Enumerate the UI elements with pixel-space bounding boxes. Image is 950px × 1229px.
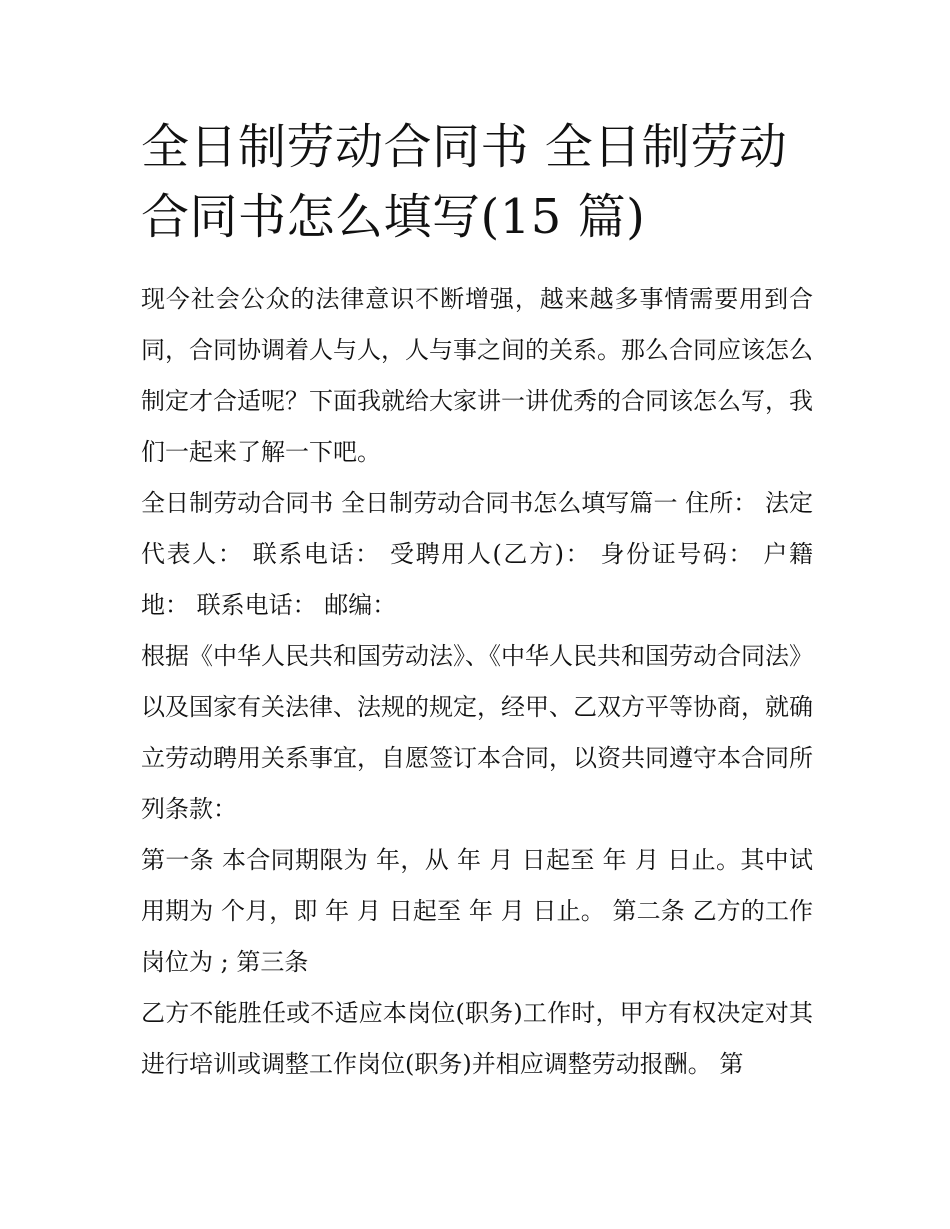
paragraph-parties: 全日制劳动合同书 全日制劳动合同书怎么填写篇一 住所： 法定代表人： 联系电话： 受聘用人(乙方)： 身份证号码： 户籍地： 联系电话： 邮编： [141, 489, 813, 619]
document-body [141, 112, 813, 1090]
paragraph-article-3: 乙方不能胜任或不适应本岗位(职务)工作时，甲方有权决定对其进行培训或调整工作岗位(职务)并相应调整劳动报酬。 第 [141, 999, 813, 1078]
paragraph-article-1: 第一条 本合同期限为 年，从 年 月 日起至 年 月 日止。其中试用期为 个月，即 年 月 日起至 年 月 日止。 第二条 乙方的工作岗位为 ; 第三条 [141, 846, 813, 976]
paragraph-legal-basis: 根据《中华人民共和国劳动法》、《中华人民共和国劳动合同法》以及国家有关法律、法规的规定，经甲、乙双方平等协商，就确立劳动聘用关系事宜，自愿签订本合同，以资共同遵守本合同所列条款： [141, 642, 813, 823]
paragraph-intro: 现今社会公众的法律意识不断增强，越来越多事情需要用到合同，合同协调着人与人，人与事之间的关系。那么合同应该怎么制定才合适呢？下面我就给大家讲一讲优秀的合同该怎么写，我们一起来了解一下吧。 [141, 285, 813, 466]
document-title: 全日制劳动合同书 全日制劳动合同书怎么填写(15 篇) [141, 119, 788, 245]
